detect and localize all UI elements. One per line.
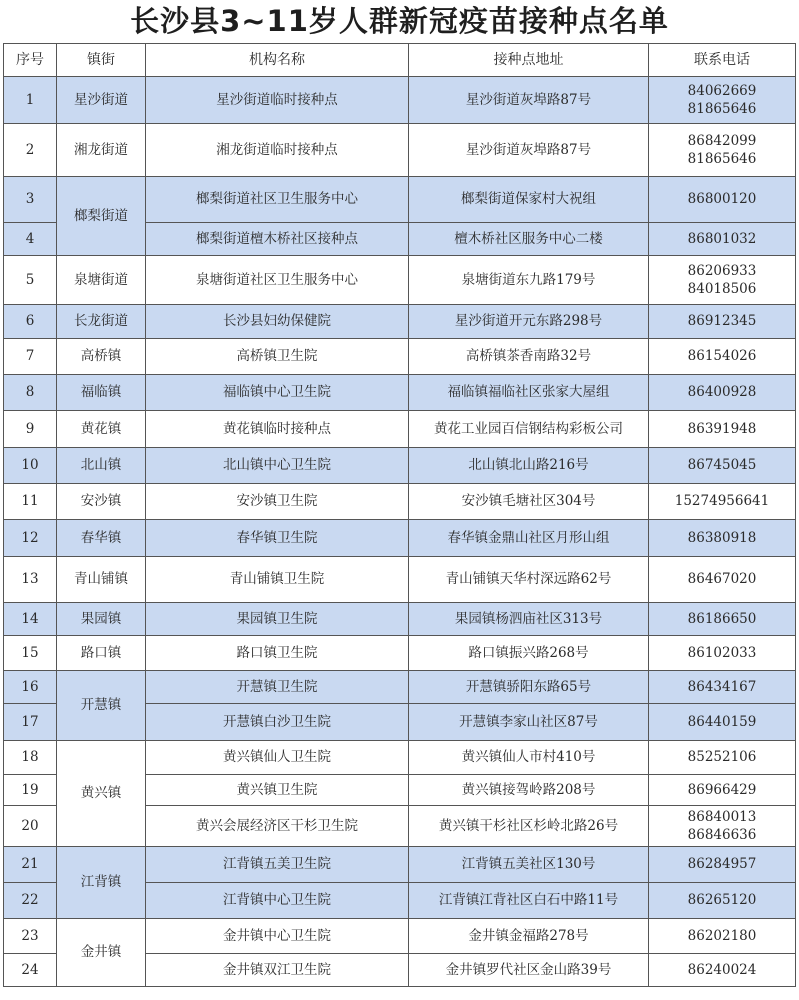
org-cell: 开慧镇卫生院 [146, 671, 409, 704]
phone-number: 81865646 [687, 101, 757, 117]
table-row [4, 177, 796, 223]
phone-cell: 86440159 [649, 704, 796, 741]
phone-number: 84018506 [687, 281, 757, 297]
phone-cell: 86745045 [649, 448, 796, 484]
phone-cell: 15274956641 [649, 484, 796, 520]
org-cell: 长沙县妇幼保健院 [146, 305, 409, 339]
town-cell: 湘龙街道 [57, 124, 146, 177]
vaccination-sites-table [3, 43, 796, 987]
table-row [4, 557, 796, 603]
header-row [4, 44, 796, 77]
org-cell: 黄花镇临时接种点 [146, 411, 409, 448]
table-row [4, 603, 796, 636]
table-row [4, 484, 796, 520]
header-town: 镇街 [57, 44, 146, 77]
org-cell: 春华镇卫生院 [146, 520, 409, 557]
row-number: 3 [4, 177, 57, 223]
town-cell: 黄花镇 [57, 411, 146, 448]
phone-cell: 86284957 [649, 847, 796, 883]
row-number: 12 [4, 520, 57, 557]
row-number: 17 [4, 704, 57, 741]
phone-cell: 86240024 [649, 954, 796, 987]
phone-cell [649, 256, 796, 305]
row-number: 11 [4, 484, 57, 520]
org-cell: 安沙镇卫生院 [146, 484, 409, 520]
address-cell: 星沙街道灰埠路87号 [409, 77, 649, 124]
header-addr: 接种点地址 [409, 44, 649, 77]
phone-cell: 86400928 [649, 375, 796, 411]
table-row [4, 847, 796, 883]
town-cell: 榔梨街道 [57, 177, 146, 256]
address-cell: 黄花工业园百信钢结构彩板公司 [409, 411, 649, 448]
table-row [4, 671, 796, 704]
phone-cell: 85252106 [649, 741, 796, 775]
address-cell: 果园镇杨泗庙社区313号 [409, 603, 649, 636]
row-number: 5 [4, 256, 57, 305]
address-cell: 金井镇罗代社区金山路39号 [409, 954, 649, 987]
town-cell: 福临镇 [57, 375, 146, 411]
row-number: 6 [4, 305, 57, 339]
org-cell: 开慧镇白沙卫生院 [146, 704, 409, 741]
phone-cell [649, 124, 796, 177]
table-row [4, 411, 796, 448]
phone-cell: 86434167 [649, 671, 796, 704]
address-cell: 星沙街道开元东路298号 [409, 305, 649, 339]
address-cell: 江背镇江背社区白石中路11号 [409, 883, 649, 919]
org-cell: 果园镇卫生院 [146, 603, 409, 636]
phone-cell: 86102033 [649, 636, 796, 671]
phone-cell: 86800120 [649, 177, 796, 223]
row-number: 18 [4, 741, 57, 775]
table-row [4, 375, 796, 411]
row-number: 2 [4, 124, 57, 177]
org-cell: 黄兴会展经济区干杉卫生院 [146, 806, 409, 847]
phone-cell [649, 77, 796, 124]
row-number: 10 [4, 448, 57, 484]
town-cell: 黄兴镇 [57, 741, 146, 847]
town-cell: 路口镇 [57, 636, 146, 671]
phone-cell: 86391948 [649, 411, 796, 448]
table-row [4, 339, 796, 375]
row-number: 4 [4, 223, 57, 256]
phone-number: 81865646 [687, 151, 757, 167]
row-number: 19 [4, 775, 57, 806]
org-cell: 金井镇双江卫生院 [146, 954, 409, 987]
table-row [4, 448, 796, 484]
table-row [4, 520, 796, 557]
town-cell: 长龙街道 [57, 305, 146, 339]
org-cell: 黄兴镇仙人卫生院 [146, 741, 409, 775]
row-number: 16 [4, 671, 57, 704]
org-cell: 榔梨街道檀木桥社区接种点 [146, 223, 409, 256]
address-cell: 黄兴镇接驾岭路208号 [409, 775, 649, 806]
address-cell: 泉塘街道东九路179号 [409, 256, 649, 305]
phone-number: 84062669 [687, 83, 757, 99]
address-cell: 春华镇金鼎山社区月形山组 [409, 520, 649, 557]
phone-cell: 86186650 [649, 603, 796, 636]
address-cell: 榔梨街道保家村大祝组 [409, 177, 649, 223]
page-title: 长沙县3~11岁人群新冠疫苗接种点名单 [130, 4, 669, 38]
row-number: 8 [4, 375, 57, 411]
table-row [4, 77, 796, 124]
phone-cell: 86912345 [649, 305, 796, 339]
address-cell: 安沙镇毛塘社区304号 [409, 484, 649, 520]
org-cell: 路口镇卫生院 [146, 636, 409, 671]
org-cell: 泉塘街道社区卫生服务中心 [146, 256, 409, 305]
table-row [4, 919, 796, 954]
phone-cell [649, 806, 796, 847]
org-cell: 北山镇中心卫生院 [146, 448, 409, 484]
town-cell: 金井镇 [57, 919, 146, 987]
address-cell: 北山镇北山路216号 [409, 448, 649, 484]
town-cell: 安沙镇 [57, 484, 146, 520]
row-number: 20 [4, 806, 57, 847]
address-cell: 青山铺镇天华村深远路62号 [409, 557, 649, 603]
address-cell: 福临镇福临社区张家大屋组 [409, 375, 649, 411]
town-cell: 青山铺镇 [57, 557, 146, 603]
org-cell: 高桥镇卫生院 [146, 339, 409, 375]
address-cell: 黄兴镇仙人市村410号 [409, 741, 649, 775]
row-number: 24 [4, 954, 57, 987]
org-cell: 青山铺镇卫生院 [146, 557, 409, 603]
phone-cell: 86966429 [649, 775, 796, 806]
org-cell: 江背镇中心卫生院 [146, 883, 409, 919]
address-cell: 金井镇金福路278号 [409, 919, 649, 954]
row-number: 14 [4, 603, 57, 636]
town-cell: 星沙街道 [57, 77, 146, 124]
org-cell: 金井镇中心卫生院 [146, 919, 409, 954]
town-cell: 泉塘街道 [57, 256, 146, 305]
town-cell: 春华镇 [57, 520, 146, 557]
address-cell: 高桥镇茶香南路32号 [409, 339, 649, 375]
header-phone: 联系电话 [649, 44, 796, 77]
row-number: 7 [4, 339, 57, 375]
table-row [4, 305, 796, 339]
phone-cell: 86801032 [649, 223, 796, 256]
row-number: 1 [4, 77, 57, 124]
phone-cell: 86154026 [649, 339, 796, 375]
town-cell: 江背镇 [57, 847, 146, 919]
phone-cell: 86380918 [649, 520, 796, 557]
table-row [4, 741, 796, 775]
row-number: 13 [4, 557, 57, 603]
phone-number: 86842099 [687, 133, 757, 149]
town-cell: 果园镇 [57, 603, 146, 636]
phone-number: 86840013 [687, 809, 757, 825]
org-cell: 黄兴镇卫生院 [146, 775, 409, 806]
org-cell: 湘龙街道临时接种点 [146, 124, 409, 177]
phone-number: 86846636 [687, 827, 757, 843]
phone-cell: 86202180 [649, 919, 796, 954]
phone-cell: 86265120 [649, 883, 796, 919]
table-row [4, 256, 796, 305]
table-row [4, 636, 796, 671]
town-cell: 高桥镇 [57, 339, 146, 375]
phone-cell: 86467020 [649, 557, 796, 603]
org-cell: 星沙街道临时接种点 [146, 77, 409, 124]
row-number: 9 [4, 411, 57, 448]
address-cell: 星沙街道灰埠路87号 [409, 124, 649, 177]
town-cell: 北山镇 [57, 448, 146, 484]
address-cell: 开慧镇骄阳东路65号 [409, 671, 649, 704]
address-cell: 开慧镇李家山社区87号 [409, 704, 649, 741]
header-no: 序号 [4, 44, 57, 77]
header-org: 机构名称 [146, 44, 409, 77]
address-cell: 江背镇五美社区130号 [409, 847, 649, 883]
row-number: 23 [4, 919, 57, 954]
address-cell: 路口镇振兴路268号 [409, 636, 649, 671]
org-cell: 福临镇中心卫生院 [146, 375, 409, 411]
address-cell: 黄兴镇干杉社区杉岭北路26号 [409, 806, 649, 847]
org-cell: 榔梨街道社区卫生服务中心 [146, 177, 409, 223]
address-cell: 檀木桥社区服务中心二楼 [409, 223, 649, 256]
town-cell: 开慧镇 [57, 671, 146, 741]
row-number: 21 [4, 847, 57, 883]
row-number: 22 [4, 883, 57, 919]
org-cell: 江背镇五美卫生院 [146, 847, 409, 883]
phone-number: 86206933 [687, 263, 757, 279]
row-number: 15 [4, 636, 57, 671]
table-row [4, 124, 796, 177]
